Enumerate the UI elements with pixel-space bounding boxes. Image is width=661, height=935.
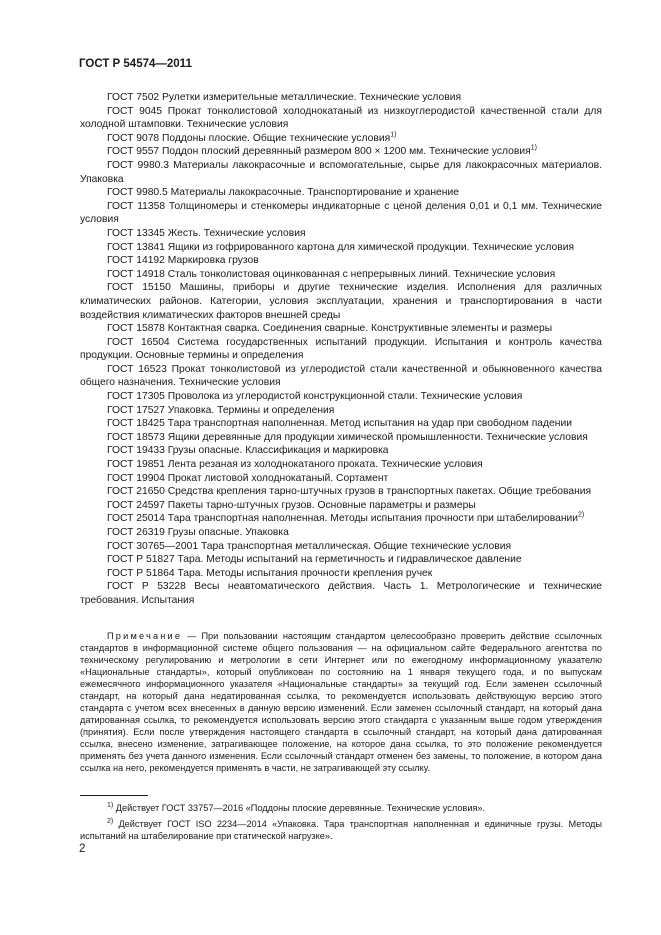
reference-text: ГОСТ 21650 Средства крепления тарно-штучных грузов в транспортных пакетах. Общие требования xyxy=(107,486,592,498)
reference-item xyxy=(80,322,602,336)
page-number: 2 xyxy=(79,843,86,855)
reference-item xyxy=(80,540,602,554)
reference-item xyxy=(80,159,602,186)
reference-text: ГОСТ 7502 Рулетки измерительные металлические. Технические условия xyxy=(107,92,462,103)
reference-item xyxy=(80,200,602,227)
reference-item xyxy=(80,499,602,513)
reference-item xyxy=(80,105,602,132)
reference-text: ГОСТ 9980.5 Материалы лакокрасочные. Транспортирование и хранение xyxy=(107,187,459,199)
reference-item xyxy=(80,444,602,458)
reference-text: ГОСТ 18425 Тара транспортная наполненная. Метод испытания на удар при свободном падении xyxy=(107,418,572,430)
reference-text: ГОСТ 17527 Упаковка. Термины и определения xyxy=(107,404,335,416)
reference-item xyxy=(80,485,602,499)
footnote-mark: 2) xyxy=(107,817,114,825)
reference-text: ГОСТ 30765—2001 Тара транспортная металлическая. Общие технические условия xyxy=(107,540,512,552)
reference-text: ГОСТ Р 53228 Весы неавтоматического действия. Часть 1. Метрологические и технические требования. Испытания xyxy=(80,581,602,606)
reference-item xyxy=(80,268,602,282)
footnote xyxy=(80,818,602,842)
reference-item xyxy=(80,227,602,241)
reference-item xyxy=(80,145,602,159)
reference-text: ГОСТ 19904 Прокат листовой холоднокатаный. Сортамент xyxy=(107,472,389,484)
footnotes-section xyxy=(80,802,602,846)
reference-text: ГОСТ 14192 Маркировка грузов xyxy=(107,255,259,267)
reference-text: ГОСТ 26319 Грузы опасные. Упаковка xyxy=(107,527,289,538)
reference-text: ГОСТ 11358 Толщиномеры и стенкомеры индикаторные с ценой деления 0,01 и 0,1 мм. Технические условия xyxy=(80,200,602,226)
reference-item xyxy=(80,336,602,363)
reference-text: ГОСТ 16504 Система государственных испытаний продукции. Испытания и контроль качества продукции. Основные термины и определения xyxy=(80,336,602,362)
reference-item xyxy=(80,404,602,418)
reference-item xyxy=(80,91,602,105)
reference-text: ГОСТ 18573 Ящики деревянные для продукции химической промышленности. Технические условия xyxy=(107,431,588,443)
reference-text: ГОСТ 13345 Жесть. Технические условия xyxy=(107,227,306,239)
reference-item xyxy=(80,580,602,607)
reference-item xyxy=(80,241,602,255)
footnote-mark: 1) xyxy=(107,801,114,809)
reference-item xyxy=(80,458,602,472)
normative-references-list xyxy=(80,91,602,608)
reference-text: ГОСТ 9078 Поддоны плоские. Общие технические условия xyxy=(107,132,391,144)
reference-text: ГОСТ 13841 Ящики из гофрированного картона для химической продукции. Технические условия xyxy=(107,241,575,253)
reference-item xyxy=(80,417,602,431)
reference-item xyxy=(80,567,602,581)
reference-item xyxy=(80,553,602,567)
note-paragraph xyxy=(80,630,602,774)
reference-item xyxy=(80,363,602,390)
reference-text: ГОСТ 9045 Прокат тонколистовой холоднокатаный из низкоуглеродистой качественной стали для холодной штамповки. Технические условия xyxy=(80,105,602,131)
reference-item xyxy=(80,186,602,200)
note-label: Примечание xyxy=(107,631,183,641)
reference-text: ГОСТ 9980.3 Материалы лакокрасочные и вспомогательные, сырье для лакокрасочных материалов. Упаковка xyxy=(80,159,602,185)
reference-item xyxy=(80,512,602,526)
reference-item xyxy=(80,254,602,268)
reference-item xyxy=(80,390,602,404)
reference-text: ГОСТ 16523 Прокат тонколистовой из углеродистой стали качественной и обыкновенного качества общего назначения. Технические условия xyxy=(80,363,602,389)
document-header: ГОСТ Р 54574—2011 xyxy=(79,58,192,70)
footnote-marker: 1) xyxy=(530,144,537,152)
reference-item xyxy=(80,132,602,146)
footnote-marker: 1) xyxy=(390,131,397,139)
reference-text: ГОСТ 25014 Тара транспортная наполненная. Методы испытания прочности при штабелировании xyxy=(107,513,579,525)
reference-text: ГОСТ 9557 Поддон плоский деревянный размером 800 × 1200 мм. Технические условия xyxy=(107,146,531,158)
reference-item xyxy=(80,526,602,540)
footnote-text: Действует ГОСТ ISO 2234—2014 «Упаковка. Тара транспортная наполненная и единичные грузы. Методы испытаний на штабелирование при статической нагрузке». xyxy=(80,819,602,841)
note-text: — При пользовании настоящим стандартом целесообразно проверить действие ссылочных стандартов в информационной системе общего пользования — на официальном сайте Федерального агентства по техническому регулированию и метрологии в сети Интернет или по ежегодному информационному указателю «Национальные стандарты», который опубликован по состоянию на 1 января текущего года, и по выпускам ежемесячного информационного указателя «Национальные стандарты» за текущий год. Если заменен ссылочный стандарт, на который дана недатированная ссылка, то рекомендуется использовать действующую версию этого стандарта с учетом всех внесенных в данную версию изменений. Если заменен ссылочный стандарт, на который дана датированная ссылка, то рекомендуется использовать версию этого стандарта с указанным выше годом утверждения (принятия). Если после утверждения настоящего стандарта в ссылочный стандарт, на который дана датированная ссылка, внесено изменение, затрагивающее положение, на которое дана ссылка, то это положение рекомендуется применять без учета данного изменения. Если ссылочный стандарт отменен без замены, то положение, в котором дана ссылка на него, рекомендуется применять в части, не затрагивающей эту ссылку. xyxy=(80,631,602,773)
footnote-separator xyxy=(80,795,148,796)
reference-text: ГОСТ 19433 Грузы опасные. Классификация и маркировка xyxy=(107,445,389,457)
footnote-marker: 2) xyxy=(578,511,585,519)
reference-item xyxy=(80,472,602,486)
reference-text: ГОСТ 15150 Машины, приборы и другие технические изделия. Исполнения для различных климатических районов. Категории, условия эксплуатации, хранения и транспортирования в части воздействия климатических факторов внешней среды xyxy=(80,282,602,321)
reference-item xyxy=(80,281,602,322)
reference-text: ГОСТ 15878 Контактная сварка. Соединения сварные. Конструктивные элементы и размеры xyxy=(107,323,553,335)
reference-item xyxy=(80,431,602,445)
reference-text: ГОСТ 19851 Лента резаная из холоднокатаного проката. Технические условия xyxy=(107,459,483,471)
reference-text: ГОСТ 14918 Сталь тонколистовая оцинкованная с непрерывных линий. Технические условия xyxy=(107,268,556,280)
footnote-text: Действует ГОСТ 33757—2016 «Поддоны плоские деревянные. Технические условия». xyxy=(115,803,486,813)
reference-text: ГОСТ Р 51827 Тара. Методы испытаний на герметичность и гидравлическое давление xyxy=(107,554,522,566)
reference-text: ГОСТ 17305 Проволока из углеродистой конструкционной стали. Технические условия xyxy=(107,391,523,403)
footnote xyxy=(80,802,602,814)
reference-text: ГОСТ Р 51864 Тара. Методы испытания прочности крепления ручек xyxy=(107,567,433,579)
reference-text: ГОСТ 24597 Пакеты тарно-штучных грузов. Основные параметры и размеры xyxy=(107,499,476,511)
